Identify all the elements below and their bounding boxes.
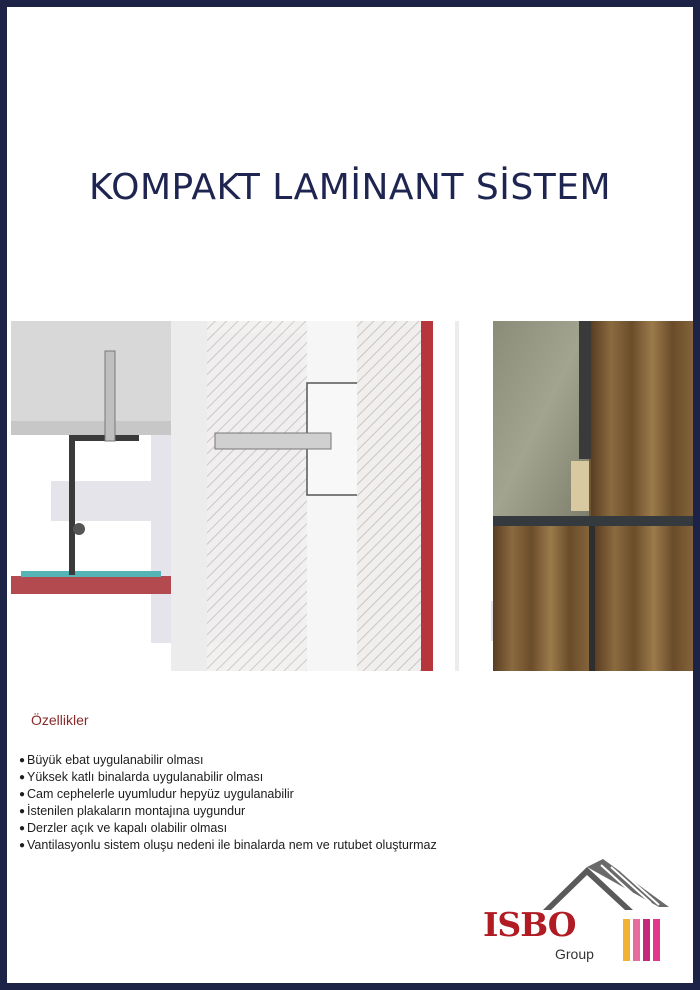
list-item: ● Vantilasyonlu sistem oluşu nedeni ile binalarda nem ve rutubet oluşturmaz — [19, 838, 437, 852]
system-illustration — [11, 321, 693, 671]
features-list — [19, 752, 437, 854]
cladding-photo — [493, 321, 693, 671]
logo-sub: Group — [555, 946, 594, 962]
page-title: KOMPAKT LAMİNANT SİSTEM — [88, 167, 612, 208]
page — [7, 7, 693, 983]
list-item: ● İstenilen plakaların montajına uygundur — [19, 804, 246, 818]
list-item: ● Yüksek katlı binalarda uygulanabilir olması — [19, 770, 264, 784]
slab-section — [11, 321, 171, 594]
features-heading: Özellikler — [31, 712, 89, 728]
logo-brand: ISBO — [483, 905, 576, 944]
list-item: ● Cam cephelerle uyumludur hepyüz uygulanabilir — [19, 787, 294, 801]
list-item: ● Büyük ebat uygulanabilir olması — [19, 753, 204, 767]
list-item: ● Derzler açık ve kapalı olabilir olması — [19, 821, 228, 835]
